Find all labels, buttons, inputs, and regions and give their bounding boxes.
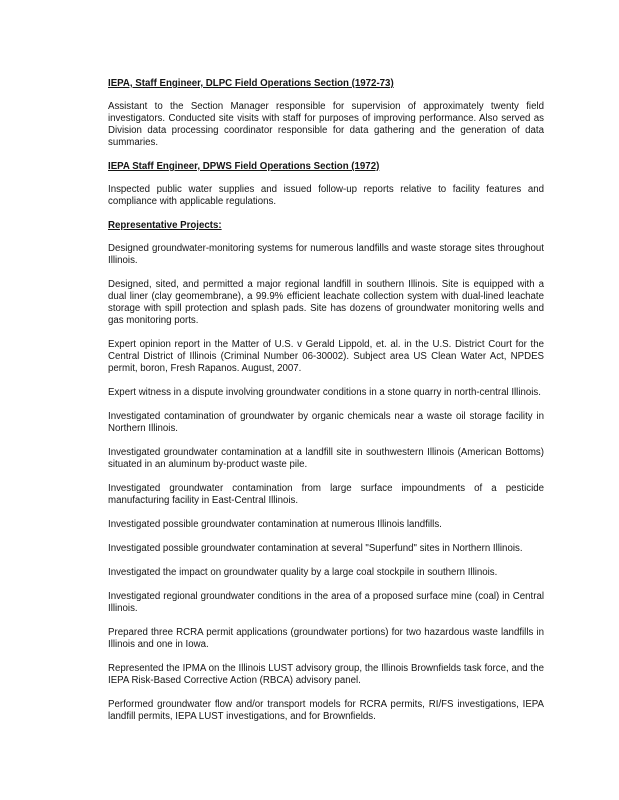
project-item: Expert witness in a dispute involving groundwater conditions in a stone quarry in north-central Illinois. [108, 387, 541, 398]
project-item: Investigated possible groundwater contamination at numerous Illinois landfills. [108, 519, 442, 530]
section-heading-dlpc: IEPA, Staff Engineer, DLPC Field Operations Section (1972-73) [108, 78, 394, 89]
project-item: Investigated regional groundwater conditions in the area of a proposed surface mine (coal) in Central Illinois. [108, 591, 544, 614]
project-item: Investigated groundwater contamination at a landfill site in southwestern Illinois (American Bottoms) situated in an aluminum by-product waste pile. [108, 447, 544, 470]
project-item: Investigated the impact on groundwater quality by a large coal stockpile in southern Illinois. [108, 567, 498, 578]
project-item: Performed groundwater flow and/or transport models for RCRA permits, RI/FS investigations, IEPA landfill permits, IEPA LUST investigations, and for Brownfields. [108, 699, 544, 722]
project-item: Designed groundwater-monitoring systems for numerous landfills and waste storage sites throughout Illinois. [108, 243, 544, 266]
section-paragraph-dlpc: Assistant to the Section Manager responsible for supervision of approximately twenty field investigators. Conducted site visits with staff for purposes of improving performance. Also served as Division data processing coordinator responsible for data gathering and the generation of data summaries. [108, 101, 544, 148]
project-item: Investigated contamination of groundwater by organic chemicals near a waste oil storage facility in Northern Illinois. [108, 411, 544, 434]
projects-list [108, 243, 544, 723]
project-item: Represented the IPMA on the Illinois LUST advisory group, the Illinois Brownfields task force, and the IEPA Risk-Based Corrective Action (RBCA) advisory panel. [108, 663, 544, 686]
project-item: Designed, sited, and permitted a major regional landfill in southern Illinois. Site is equipped with a dual liner (clay geomembrane), a 99.9% efficient leachate collection system with dual-lined leachate storage with spill protection and splash pads. Site has dozens of groundwater monitoring wells and gas monitoring ports. [108, 279, 544, 326]
project-item: Prepared three RCRA permit applications (groundwater portions) for two hazardous waste landfills in Illinois and one in Iowa. [108, 627, 544, 650]
project-item: Investigated possible groundwater contamination at several "Superfund" sites in Northern Illinois. [108, 543, 523, 554]
section-heading-dpws: IEPA Staff Engineer, DPWS Field Operations Section (1972) [108, 161, 380, 172]
project-item: Expert opinion report in the Matter of U.S. v Gerald Lippold, et. al. in the U.S. District Court for the Central District of Illinois (Criminal Number 06-30002). Subject area US Clean Water Act, NPDES permit, boron, Fresh Rapanos. August, 2007. [108, 339, 544, 374]
document-body [108, 78, 544, 735]
section-paragraph-dpws: Inspected public water supplies and issued follow-up reports relative to facility features and compliance with applicable regulations. [108, 184, 544, 207]
projects-heading: Representative Projects: [108, 220, 222, 231]
project-item: Investigated groundwater contamination from large surface impoundments of a pesticide manufacturing facility in East-Central Illinois. [108, 483, 544, 506]
